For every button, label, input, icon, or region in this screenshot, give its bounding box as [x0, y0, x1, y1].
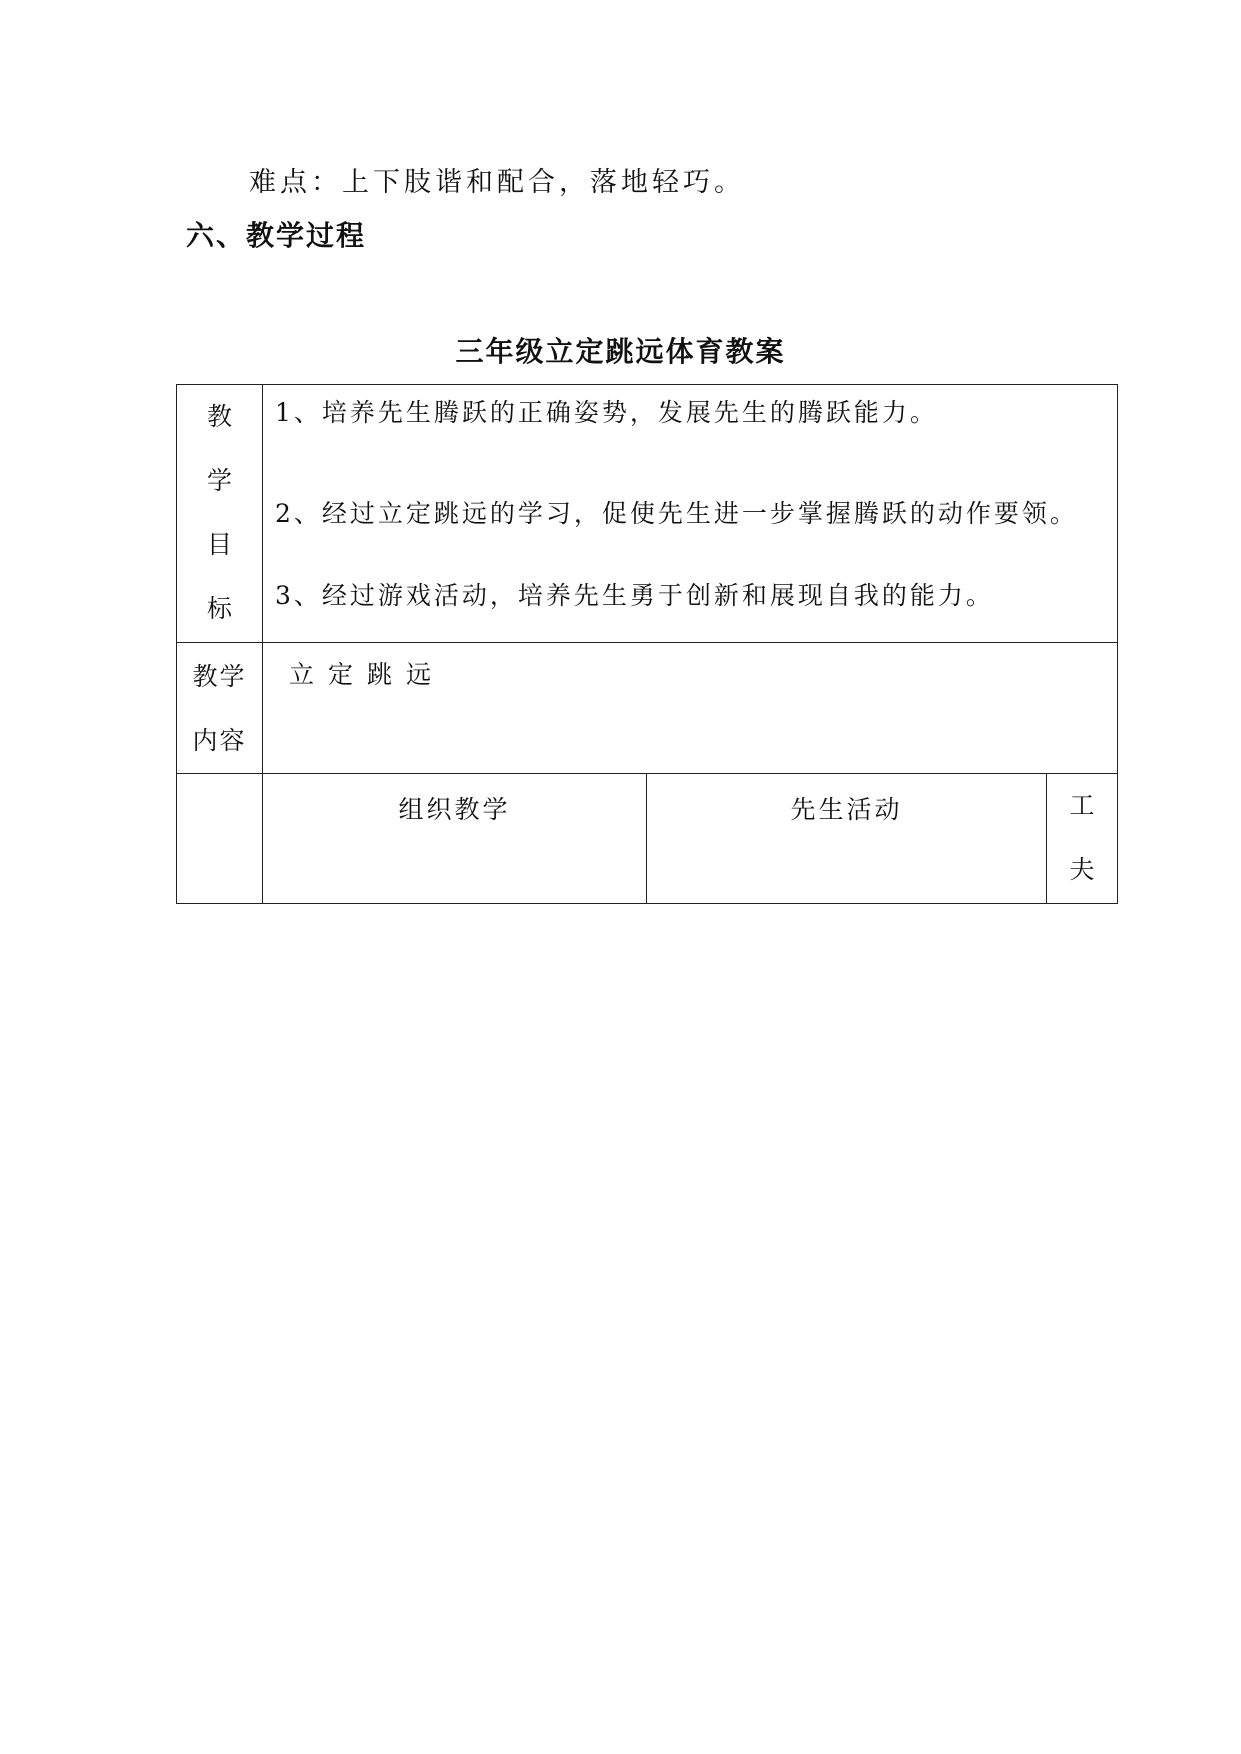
lesson-plan-table — [176, 384, 1118, 904]
goals-label-char: 目 — [206, 530, 232, 559]
col-organization: 组织教学 — [263, 774, 647, 904]
content-value: 立定跳远 — [263, 643, 1118, 774]
goals-label-char: 标 — [206, 594, 232, 623]
content-label-line: 内容 — [192, 726, 247, 755]
goals-label-char: 学 — [206, 466, 232, 495]
col-student-activity: 先生活动 — [647, 774, 1047, 904]
goals-row — [177, 385, 1118, 643]
table-title: 三年级立定跳远体育教案 — [455, 335, 786, 368]
col-time — [1047, 774, 1118, 904]
col-time-char: 工 — [1069, 791, 1095, 820]
goals-cell — [263, 385, 1118, 643]
content-label-line: 教学 — [192, 662, 247, 691]
goals-label-char: 教 — [206, 402, 232, 431]
goal-item: 2、经过立定跳远的学习，促使先生进一步掌握腾跃的动作要领。 — [275, 499, 1078, 528]
content-label-cell — [177, 643, 263, 774]
content-row — [177, 643, 1118, 774]
process-header-row — [177, 774, 1118, 904]
empty-cell — [177, 774, 263, 904]
goals-label-cell — [177, 385, 263, 643]
difficulty-text: 难点：上下肢谐和配合，落地轻巧。 — [249, 167, 745, 198]
col-time-char: 夫 — [1069, 855, 1095, 884]
goal-item: 3、经过游戏活动，培养先生勇于创新和展现自我的能力。 — [275, 581, 994, 610]
section-heading: 六、教学过程 — [186, 219, 367, 252]
goal-item: 1、培养先生腾跃的正确姿势，发展先生的腾跃能力。 — [275, 398, 938, 427]
